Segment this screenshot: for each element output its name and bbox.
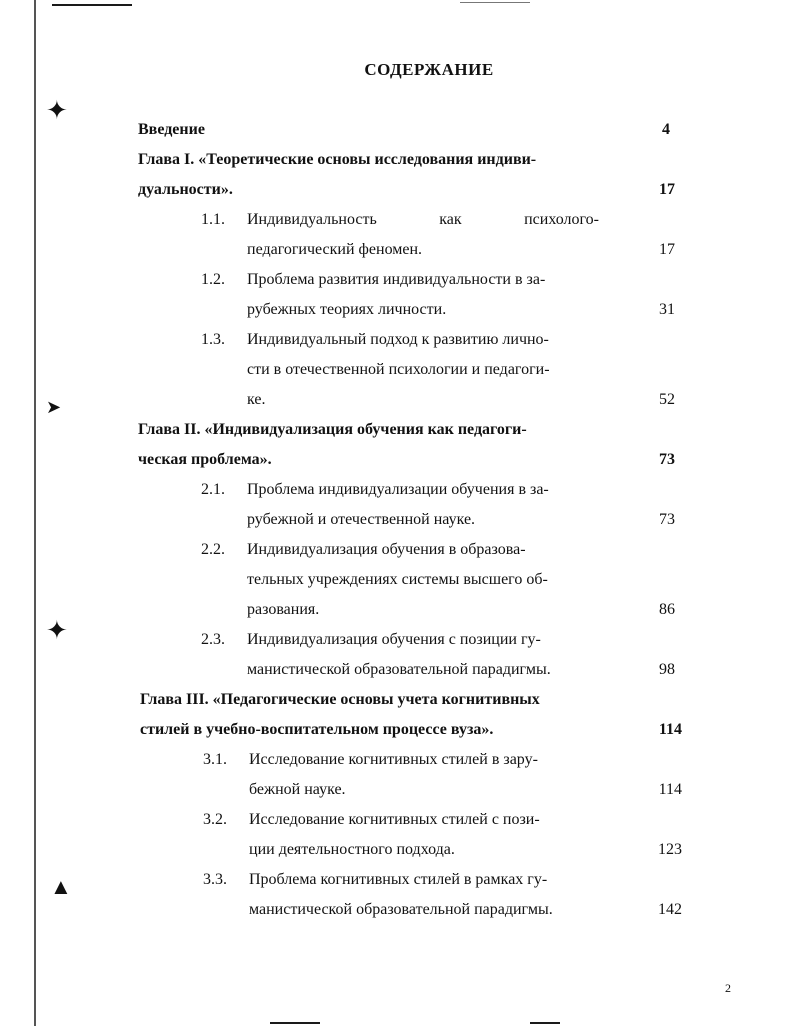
chapter-3-title-line: стилей в учебно-воспитательном процессе вуза». — [140, 721, 494, 738]
section-1-1-number: 1.1. — [201, 211, 225, 228]
section-2-2-number: 2.2. — [201, 541, 225, 558]
chapter-1-title-line: дуальности». — [138, 181, 233, 198]
section-3-2-line: Исследование когнитивных стилей с пози- — [249, 811, 540, 828]
binding-mark-icon: ▲ — [50, 874, 72, 899]
section-2-2-line: тельных учреждениях системы высшего об- — [247, 571, 548, 588]
chapter-1-page: 17 — [659, 181, 675, 198]
section-3-2-line: ции деятельностного подхода. — [249, 841, 455, 858]
page-title: СОДЕРЖАНИЕ — [364, 60, 494, 79]
section-1-2-number: 1.2. — [201, 271, 225, 288]
section-1-1-line — [247, 212, 599, 228]
section-3-1-line: Исследование когнитивных стилей в зару- — [249, 751, 538, 768]
scan-edge-line-top — [52, 4, 132, 6]
binding-mark-icon: ✦ — [46, 96, 68, 125]
section-2-3-line: манистической образовательной парадигмы. — [247, 661, 551, 678]
section-3-3-line: манистической образовательной парадигмы. — [249, 901, 553, 918]
section-2-3-line: Индивидуализация обучения с позиции гу- — [247, 631, 541, 648]
section-2-1-page: 73 — [659, 511, 675, 528]
chapter-3-page: 114 — [658, 721, 682, 738]
binding-mark-icon: ✦ — [46, 616, 68, 645]
scan-edge-line-bottom-2 — [530, 1022, 560, 1024]
chapter-1-title-line: Глава I. «Теоретические основы исследования индиви- — [138, 151, 537, 168]
section-1-2-line: Проблема развития индивидуальности в за- — [247, 271, 546, 288]
section-3-1-line: бежной науке. — [249, 781, 346, 798]
section-2-2-line: Индивидуализация обучения в образова- — [247, 541, 526, 558]
scan-edge-line-bottom — [270, 1022, 320, 1024]
page-number: 2 — [725, 981, 731, 995]
binding-mark-icon: ➤ — [46, 397, 62, 417]
section-2-2-page: 86 — [659, 601, 675, 618]
section-2-1-line: рубежной и отечественной науке. — [247, 511, 476, 528]
section-2-2-line: разования. — [247, 601, 320, 618]
chapter-3-title-line: Глава III. «Педагогические основы учета когнитивных — [140, 691, 540, 708]
section-1-1-word: как — [439, 211, 462, 228]
section-2-1-line: Проблема индивидуализации обучения в за- — [247, 481, 549, 498]
section-1-1-word: психолого- — [524, 211, 599, 228]
section-1-2-line: рубежных теориях личности. — [247, 301, 447, 318]
section-2-3-number: 2.3. — [201, 631, 225, 648]
section-1-3-page: 52 — [659, 391, 675, 408]
section-1-3-line: ке. — [247, 391, 266, 408]
toc-entry-intro-page: 4 — [662, 121, 670, 138]
section-3-2-number: 3.2. — [203, 811, 227, 828]
chapter-2-page: 73 — [659, 451, 675, 468]
chapter-2-title-line: Глава II. «Индивидуализация обучения как педагоги- — [138, 421, 527, 438]
section-3-3-line: Проблема когнитивных стилей в рамках гу- — [249, 871, 548, 888]
section-1-1-line: педагогический феномен. — [247, 241, 423, 258]
scan-edge-line-top-2 — [460, 2, 530, 3]
section-3-3-number: 3.3. — [203, 871, 227, 888]
section-3-1-page: 114 — [658, 781, 682, 798]
section-3-1-number: 3.1. — [203, 751, 227, 768]
toc-entry-intro-label: Введение — [138, 121, 205, 138]
section-2-3-page: 98 — [659, 661, 675, 678]
section-1-3-line: Индивидуальный подход к развитию лично- — [247, 331, 549, 348]
section-1-3-number: 1.3. — [201, 331, 225, 348]
section-1-1-page: 17 — [659, 241, 675, 258]
section-3-2-page: 123 — [658, 841, 682, 858]
section-3-3-page: 142 — [658, 901, 682, 918]
section-1-2-page: 31 — [659, 301, 675, 318]
section-1-3-line: сти в отечественной психологии и педагоги- — [247, 361, 550, 378]
scan-edge-line-left — [34, 0, 36, 1026]
section-2-1-number: 2.1. — [201, 481, 225, 498]
chapter-2-title-line: ческая проблема». — [138, 451, 272, 468]
section-1-1-word: Индивидуальность — [247, 211, 377, 228]
